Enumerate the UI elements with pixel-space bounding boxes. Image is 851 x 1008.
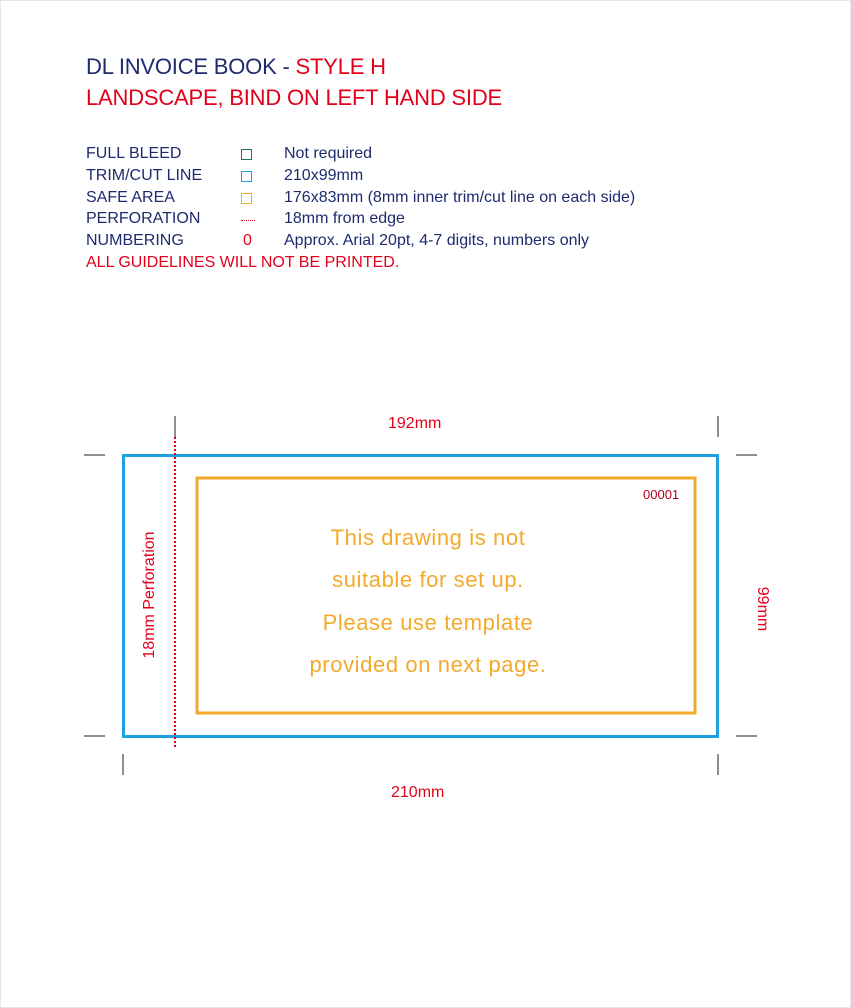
legend-value: Not required — [284, 145, 373, 162]
note-line-4: provided on next page. — [309, 652, 547, 677]
note-line-2: suitable for set up. — [332, 567, 524, 592]
sample-number: 00001 — [643, 487, 680, 502]
perforation-label: 18mm Perforation — [141, 531, 158, 659]
trim-cut-line — [124, 456, 718, 737]
legend-value: 18mm from edge — [284, 210, 405, 227]
page-subtitle: LANDSCAPE, BIND ON LEFT HAND SIDE — [86, 85, 502, 110]
legend-label: PERFORATION — [86, 210, 201, 227]
legend-value: Approx. Arial 20pt, 4-7 digits, numbers only — [284, 232, 590, 249]
legend-label: SAFE AREA — [86, 189, 175, 206]
note-line-3: Please use template — [322, 610, 534, 635]
dim-width-192: 192mm — [388, 415, 442, 432]
legend-value: 210x99mm — [284, 167, 364, 184]
note-line-1: This drawing is not — [330, 525, 526, 550]
legend-label: NUMBERING — [86, 232, 184, 249]
legend-label: TRIM/CUT LINE — [86, 167, 203, 184]
legend-value: 176x83mm (8mm inner trim/cut line on each side) — [284, 189, 636, 206]
title-style: STYLE H — [295, 54, 386, 79]
title-prefix: DL INVOICE BOOK - — [86, 54, 296, 79]
dim-height-99: 99mm — [754, 586, 771, 632]
legend-label: FULL BLEED — [86, 145, 182, 162]
guidelines-warning: ALL GUIDELINES WILL NOT BE PRINTED. — [86, 254, 400, 271]
numbering-zero: 0 — [243, 232, 252, 249]
dim-width-210: 210mm — [391, 784, 445, 801]
